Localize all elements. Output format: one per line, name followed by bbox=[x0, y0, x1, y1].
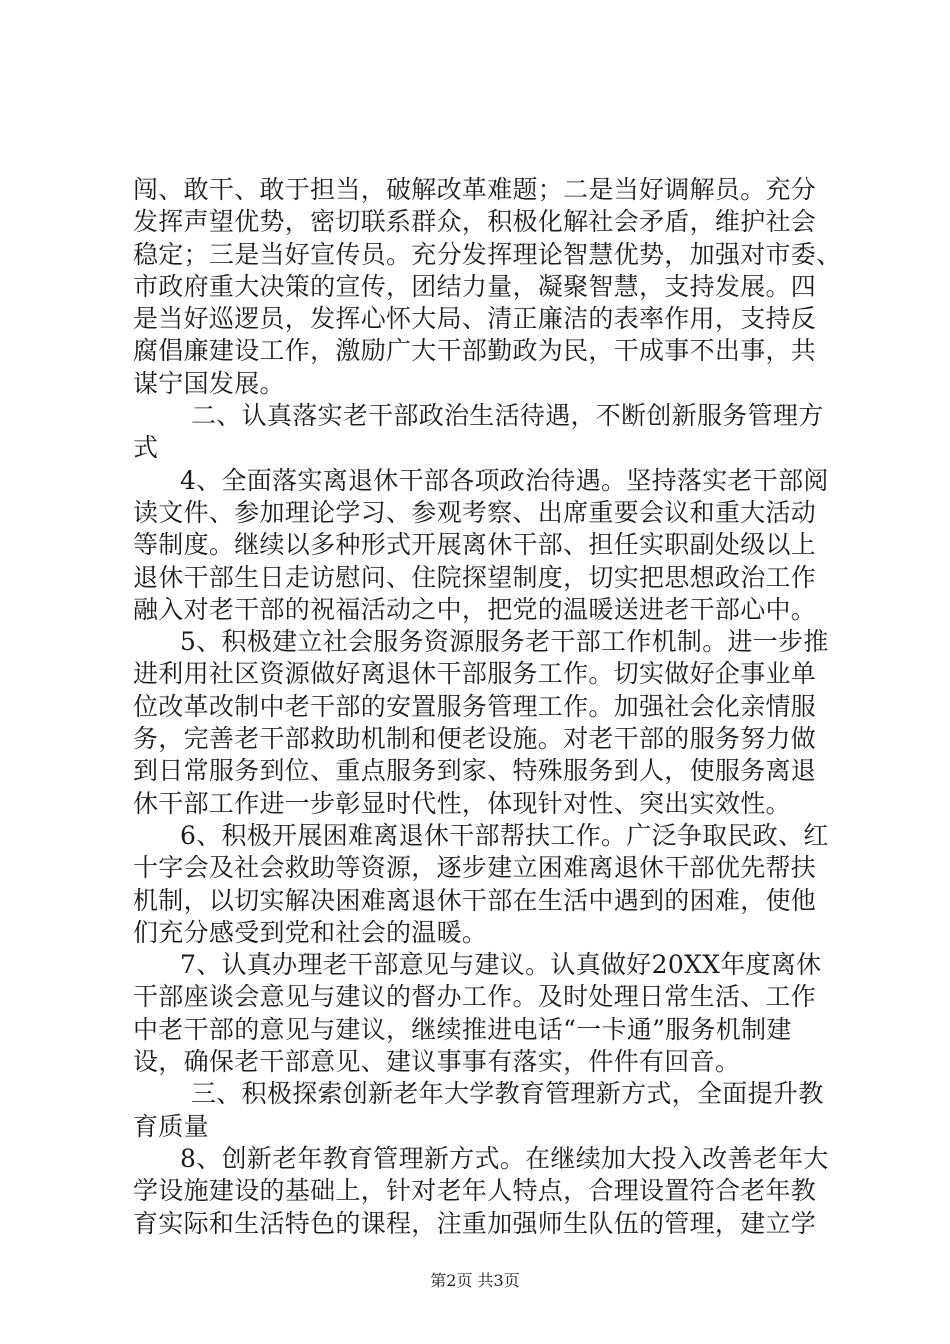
text-line: 设，确保老干部意见、建议事事有落实，件件有回音。 bbox=[133, 1047, 741, 1077]
text-line: 务，完善老干部救助机制和便老设施。对老干部的服务努力做 bbox=[133, 724, 817, 754]
paragraph-start: 8、创新老年教育管理新方式。在继续加大投入改善老年大 bbox=[180, 1143, 829, 1173]
section-heading-continued: 式 bbox=[133, 433, 159, 463]
paragraph-start: 5、积极建立社会服务资源服务老干部工作机制。进一步推 bbox=[180, 627, 829, 657]
paragraph-start: 4、全面落实离退休干部各项政治待遇。坚持落实老干部阅 bbox=[180, 465, 829, 495]
text-line: 机制，以切实解决困难离退休干部在生活中遇到的困难，使他 bbox=[133, 885, 817, 915]
text-line: 干部座谈会意见与建议的督办工作。及时处理日常生活、工作 bbox=[133, 982, 817, 1012]
text-line: 等制度。继续以多种形式开展离休干部、担任实职副处级以上 bbox=[133, 530, 817, 560]
section-heading: 三、积极探索创新老年大学教育管理新方式，全面提升教 bbox=[191, 1079, 824, 1109]
page-footer: 第2页 共3页 bbox=[430, 1271, 520, 1290]
paragraph-start: 7、认真办理老干部意见与建议。认真做好20XX年度离休 bbox=[180, 950, 822, 980]
section-heading: 二、认真落实老干部政治生活待遇，不断创新服务管理方 bbox=[191, 401, 824, 431]
text-line: 腐倡廉建设工作，激励广大干部勤政为民，干成事不出事，共 bbox=[133, 336, 817, 366]
text-line: 读文件、参加理论学习、参观考察、出席重要会议和重大活动 bbox=[133, 497, 817, 527]
text-line: 十字会及社会救助等资源，逐步建立困难离退休干部优先帮扶 bbox=[133, 853, 817, 883]
text-line: 融入对老干部的祝福活动之中，把党的温暖送进老干部心中。 bbox=[133, 594, 817, 624]
text-line: 休干部工作进一步彰显时代性，体现针对性、突出实效性。 bbox=[133, 788, 791, 818]
paragraph-start: 6、积极开展困难离退休干部帮扶工作。广泛争取民政、红 bbox=[180, 820, 829, 850]
text-line: 稳定；三是当好宣传员。充分发挥理论智慧优势，加强对市委、 bbox=[133, 239, 842, 269]
document-body bbox=[133, 174, 842, 1240]
text-line: 中老干部的意见与建议，继续推进电话“一卡通”服务机制建 bbox=[133, 1014, 792, 1044]
text-line: 进利用社区资源做好离退休干部服务工作。切实做好企事业单 bbox=[133, 659, 817, 689]
section-heading-continued: 育质量 bbox=[133, 1111, 209, 1141]
text-line: 学设施建设的基础上，针对老年人特点，合理设置符合老年教 bbox=[133, 1176, 817, 1206]
text-line: 发挥声望优势，密切联系群众，积极化解社会矛盾，维护社会 bbox=[133, 207, 817, 237]
text-line: 是当好巡逻员，发挥心怀大局、清正廉洁的表率作用，支持反 bbox=[133, 304, 817, 334]
text-line: 位改革改制中老干部的安置服务管理工作。加强社会化亲情服 bbox=[133, 691, 817, 721]
text-line: 闯、敢干、敢于担当，破解改革难题；二是当好调解员。充分 bbox=[133, 175, 817, 204]
text-line: 们充分感受到党和社会的温暖。 bbox=[133, 917, 488, 947]
text-line: 退休干部生日走访慰问、住院探望制度，切实把思想政治工作 bbox=[133, 562, 817, 592]
text-line: 育实际和生活特色的课程，注重加强师生队伍的管理，建立学 bbox=[133, 1208, 817, 1238]
text-line: 到日常服务到位、重点服务到家、特殊服务到人，使服务离退 bbox=[133, 756, 817, 786]
text-line: 市政府重大决策的宣传，团结力量，凝聚智慧，支持发展。四 bbox=[133, 271, 817, 301]
text-line: 谋宁国发展。 bbox=[133, 368, 285, 398]
